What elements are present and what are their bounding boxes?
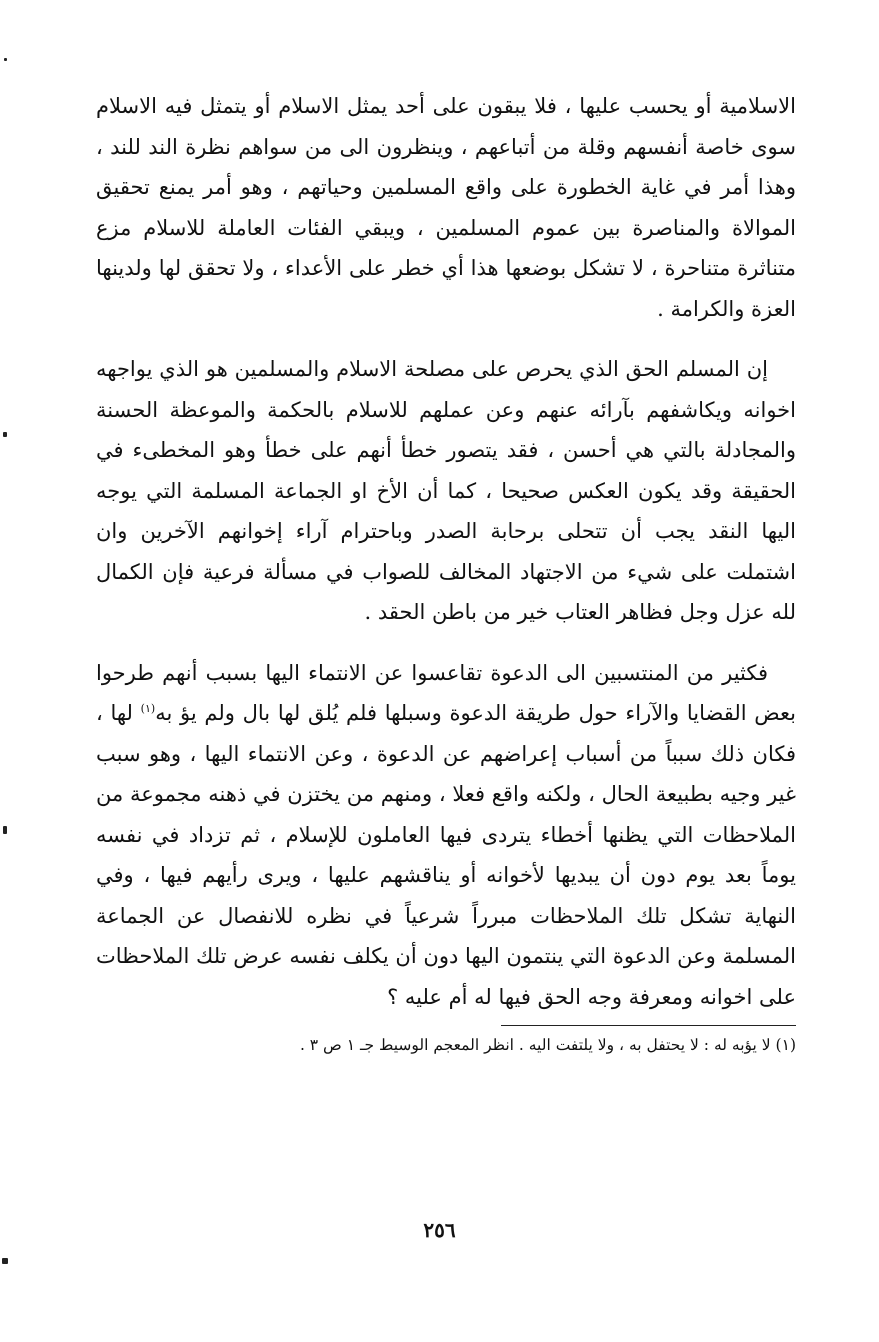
margin-speck-lower-left (3, 826, 7, 834)
margin-speck-top (4, 58, 7, 61)
paragraph-3-text-before-note: فكثير من المنتسبين الى الدعوة تقاعسوا عن الانتماء اليها بسبب أنهم طرحوا بعض القضايا والآراء حول طريقة الدعوة وسبلها فلم يُلق لها بال ولم يؤ به (96, 660, 796, 725)
paragraph-2: إن المسلم الحق الذي يحرص على مصلحة الاسلام والمسلمين هو الذي يواجهه اخوانه ويكاشفهم بآرائه عنهم وعن عملهم للاسلام بالحكمة والموعظة الحسنة والمجادلة بالتي هي أحسن ، فقد يتصور خطأ أنهم على خطأ وهو المخطىء في الحقيقة وقد يكون العكس صحيحا ، كما أن الأخ او الجماعة المسلمة التي يوجه اليها النقد يجب أن تتحلى برحابة الصدر وباحترام آراء إخوانهم الآخرين وان اشتملت على شيء من الاجتهاد المخالف للصواب في مسألة فرعية فإن الكمال لله عزل وجل فظاهر العتاب خير من باطن الحقد . (96, 357, 796, 624)
paragraph-3-text-after-note: لها ، فكان ذلك سبباً من أسباب إعراضهم عن الدعوة ، وعن الانتماء اليها ، وهو سبب غير وجيه بطبيعة الحال ، ولكنه واقع فعلا ، ومنهم من يختزن في ذهنه مجموعة من الملاحظات التي يظنها أخطاء يتردى فيها العاملون للإسلام ، ثم تزداد في نفسه يوماً بعد يوم دون أن يبديها لأخوانه أو يناقشهم عليها ، ويرى رأيهم فيها ، وفي النهاية تشكل تلك الملاحظات مبرراً شرعياً في نظره للانفصال عن الجماعة المسلمة وعن الدعوة التي ينتمون اليها دون أن يكلف نفسه عرض تلك الملاحظات على اخوانه ومعرفة وجه الحق فيها له أم عليه ؟ (96, 701, 796, 1009)
page-body (96, 86, 796, 1058)
margin-speck-bottom-left (2, 1258, 8, 1264)
footnote: (١) لا يؤبه له : لا يحتفل به ، ولا يلتفت اليه . انظر المعجم الوسيط جـ ١ ص ٣ . (299, 1036, 796, 1054)
margin-speck-middle-left (3, 432, 7, 437)
footnote-reference-mark: (١) (140, 702, 156, 715)
paragraph-1: الاسلامية أو يحسب عليها ، فلا يبقون على أحد يمثل الاسلام أو يتمثل فيه الاسلام سوى خاصة أنفسهم وقلة من أتباعهم ، وينظرون الى من سواهم نظرة الند للند ، وهذا أمر في غاية الخطورة على واقع المسلمين وحياتهم ، وهو أمر يمنع تحقيق الموالاة والمناصرة بين عموم المسلمين ، ويبقي الفئات العاملة للاسلام مزع متناثرة متناحرة ، لا تشكل بوضعها هذا أي خطر على الأعداء ، ولا تحقق لها ولدينها العزة والكرامة . (96, 94, 796, 321)
page-number: ٢٥٦ (423, 1218, 456, 1242)
footnote-separator (501, 1025, 796, 1026)
paragraph-3 (96, 653, 796, 1018)
